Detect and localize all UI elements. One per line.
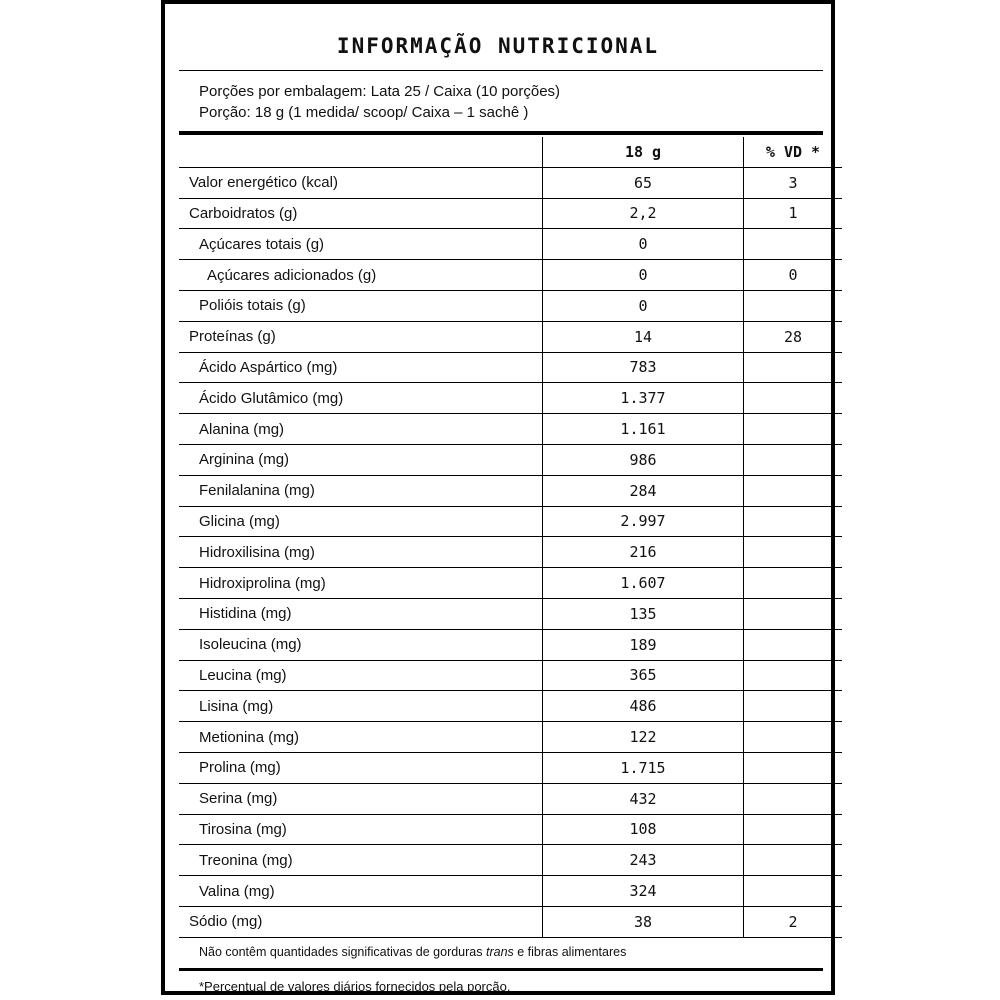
nutrient-vd: [744, 475, 843, 506]
nutrient-vd: [744, 506, 843, 537]
table-row: [179, 290, 842, 321]
table-row: [179, 414, 842, 445]
footnote-text-end: e fibras alimentares: [513, 945, 627, 959]
table-header-row: [179, 137, 842, 167]
table-row: [179, 568, 842, 599]
table-row: [179, 845, 842, 876]
nutrient-vd: [744, 660, 843, 691]
nutrition-table: [179, 137, 842, 938]
nutrient-vd: [744, 383, 843, 414]
nutrient-name: Açúcares totais (g): [179, 229, 543, 260]
table-row: [179, 475, 842, 506]
nutrient-value: 365: [543, 660, 744, 691]
footnote-trans-fat: [199, 942, 626, 962]
table-row: [179, 506, 842, 537]
thick-divider: [179, 131, 823, 135]
portions-per-package: Porções por embalagem: Lata 25 / Caixa (10 porções): [199, 83, 561, 100]
nutrient-vd: [744, 598, 843, 629]
nutrient-value: 108: [543, 814, 744, 845]
nutrient-name: Sódio (mg): [179, 906, 543, 937]
table-row: [179, 722, 842, 753]
title-divider: [179, 70, 823, 71]
table-row: [179, 629, 842, 660]
nutrient-name: Alanina (mg): [179, 414, 543, 445]
header-vd-cell: % VD *: [744, 137, 843, 167]
footnote-daily-values: *Percentual de valores diários fornecidos pela porção.: [199, 979, 511, 994]
nutrient-value: 38: [543, 906, 744, 937]
nutrient-value: 216: [543, 537, 744, 568]
nutrient-value: 2.997: [543, 506, 744, 537]
nutrient-vd: 3: [744, 167, 843, 198]
table-row: [179, 598, 842, 629]
nutrient-value: 324: [543, 876, 744, 907]
nutrient-vd: [744, 752, 843, 783]
nutrient-value: 65: [543, 167, 744, 198]
nutrient-vd: [744, 845, 843, 876]
table-row: [179, 752, 842, 783]
table-row: [179, 906, 842, 937]
nutrient-vd: [744, 722, 843, 753]
table-row: [179, 660, 842, 691]
nutrient-value: 1.607: [543, 568, 744, 599]
nutrient-name: Açúcares adicionados (g): [179, 260, 543, 291]
nutrient-name: Valor energético (kcal): [179, 167, 543, 198]
nutrient-vd: 0: [744, 260, 843, 291]
nutrient-vd: 1: [744, 198, 843, 229]
nutrient-name: Carboidratos (g): [179, 198, 543, 229]
nutrient-name: Fenilalanina (mg): [179, 475, 543, 506]
nutrient-vd: [744, 876, 843, 907]
portion-size: Porção: 18 g (1 medida/ scoop/ Caixa – 1 sachê ): [199, 104, 529, 121]
nutrient-value: 0: [543, 290, 744, 321]
table-row: [179, 537, 842, 568]
nutrient-value: 432: [543, 783, 744, 814]
table-row: [179, 260, 842, 291]
nutrient-vd: [744, 691, 843, 722]
nutrient-name: Histidina (mg): [179, 598, 543, 629]
nutrient-name: Proteínas (g): [179, 321, 543, 352]
nutrient-vd: [744, 814, 843, 845]
nutrient-vd: 2: [744, 906, 843, 937]
label-title: INFORMAÇÃO NUTRICIONAL: [336, 34, 660, 58]
nutrient-vd: [744, 568, 843, 599]
nutrient-value: 1.161: [543, 414, 744, 445]
nutrient-vd: 28: [744, 321, 843, 352]
nutrient-name: Isoleucina (mg): [179, 629, 543, 660]
nutrient-vd: [744, 783, 843, 814]
footnote-divider: [179, 968, 823, 971]
nutrition-label: [161, 0, 835, 995]
nutrient-value: 783: [543, 352, 744, 383]
nutrient-name: Treonina (mg): [179, 845, 543, 876]
nutrient-name: Serina (mg): [179, 783, 543, 814]
nutrient-value: 986: [543, 444, 744, 475]
table-row: [179, 352, 842, 383]
nutrient-name: Valina (mg): [179, 876, 543, 907]
nutrient-vd: [744, 352, 843, 383]
header-nutrient-cell: [179, 137, 543, 167]
nutrient-value: 1.377: [543, 383, 744, 414]
portion-info: [199, 81, 560, 123]
nutrient-value: 486: [543, 691, 744, 722]
header-serving-cell: 18 g: [543, 137, 744, 167]
nutrient-value: 2,2: [543, 198, 744, 229]
table-row: [179, 321, 842, 352]
table-row: [179, 229, 842, 260]
nutrient-value: 122: [543, 722, 744, 753]
nutrient-value: 1.715: [543, 752, 744, 783]
nutrient-value: 0: [543, 260, 744, 291]
nutrient-value: 284: [543, 475, 744, 506]
nutrient-vd: [744, 537, 843, 568]
table-row: [179, 167, 842, 198]
nutrient-name: Hidroxilisina (mg): [179, 537, 543, 568]
table-row: [179, 691, 842, 722]
nutrient-name: Metionina (mg): [179, 722, 543, 753]
nutrient-vd: [744, 444, 843, 475]
nutrient-value: 243: [543, 845, 744, 876]
table-row: [179, 198, 842, 229]
nutrient-name: Hidroxiprolina (mg): [179, 568, 543, 599]
nutrient-value: 14: [543, 321, 744, 352]
footnote-text-italic: trans: [485, 945, 514, 959]
nutrient-name: Glicina (mg): [179, 506, 543, 537]
nutrient-name: Lisina (mg): [179, 691, 543, 722]
nutrient-name: Prolina (mg): [179, 752, 543, 783]
nutrient-vd: [744, 290, 843, 321]
nutrient-value: 135: [543, 598, 744, 629]
nutrient-vd: [744, 229, 843, 260]
table-row: [179, 383, 842, 414]
nutrient-name: Tirosina (mg): [179, 814, 543, 845]
table-row: [179, 783, 842, 814]
nutrient-name: Leucina (mg): [179, 660, 543, 691]
nutrient-vd: [744, 629, 843, 660]
nutrient-vd: [744, 414, 843, 445]
table-row: [179, 814, 842, 845]
nutrient-name: Polióis totais (g): [179, 290, 543, 321]
nutrient-value: 0: [543, 229, 744, 260]
footnote-text-start: Não contêm quantidades significativas de gorduras: [199, 945, 486, 959]
table-row: [179, 876, 842, 907]
nutrient-name: Ácido Glutâmico (mg): [179, 383, 543, 414]
nutrient-name: Arginina (mg): [179, 444, 543, 475]
nutrient-name: Ácido Aspártico (mg): [179, 352, 543, 383]
table-row: [179, 444, 842, 475]
nutrient-value: 189: [543, 629, 744, 660]
